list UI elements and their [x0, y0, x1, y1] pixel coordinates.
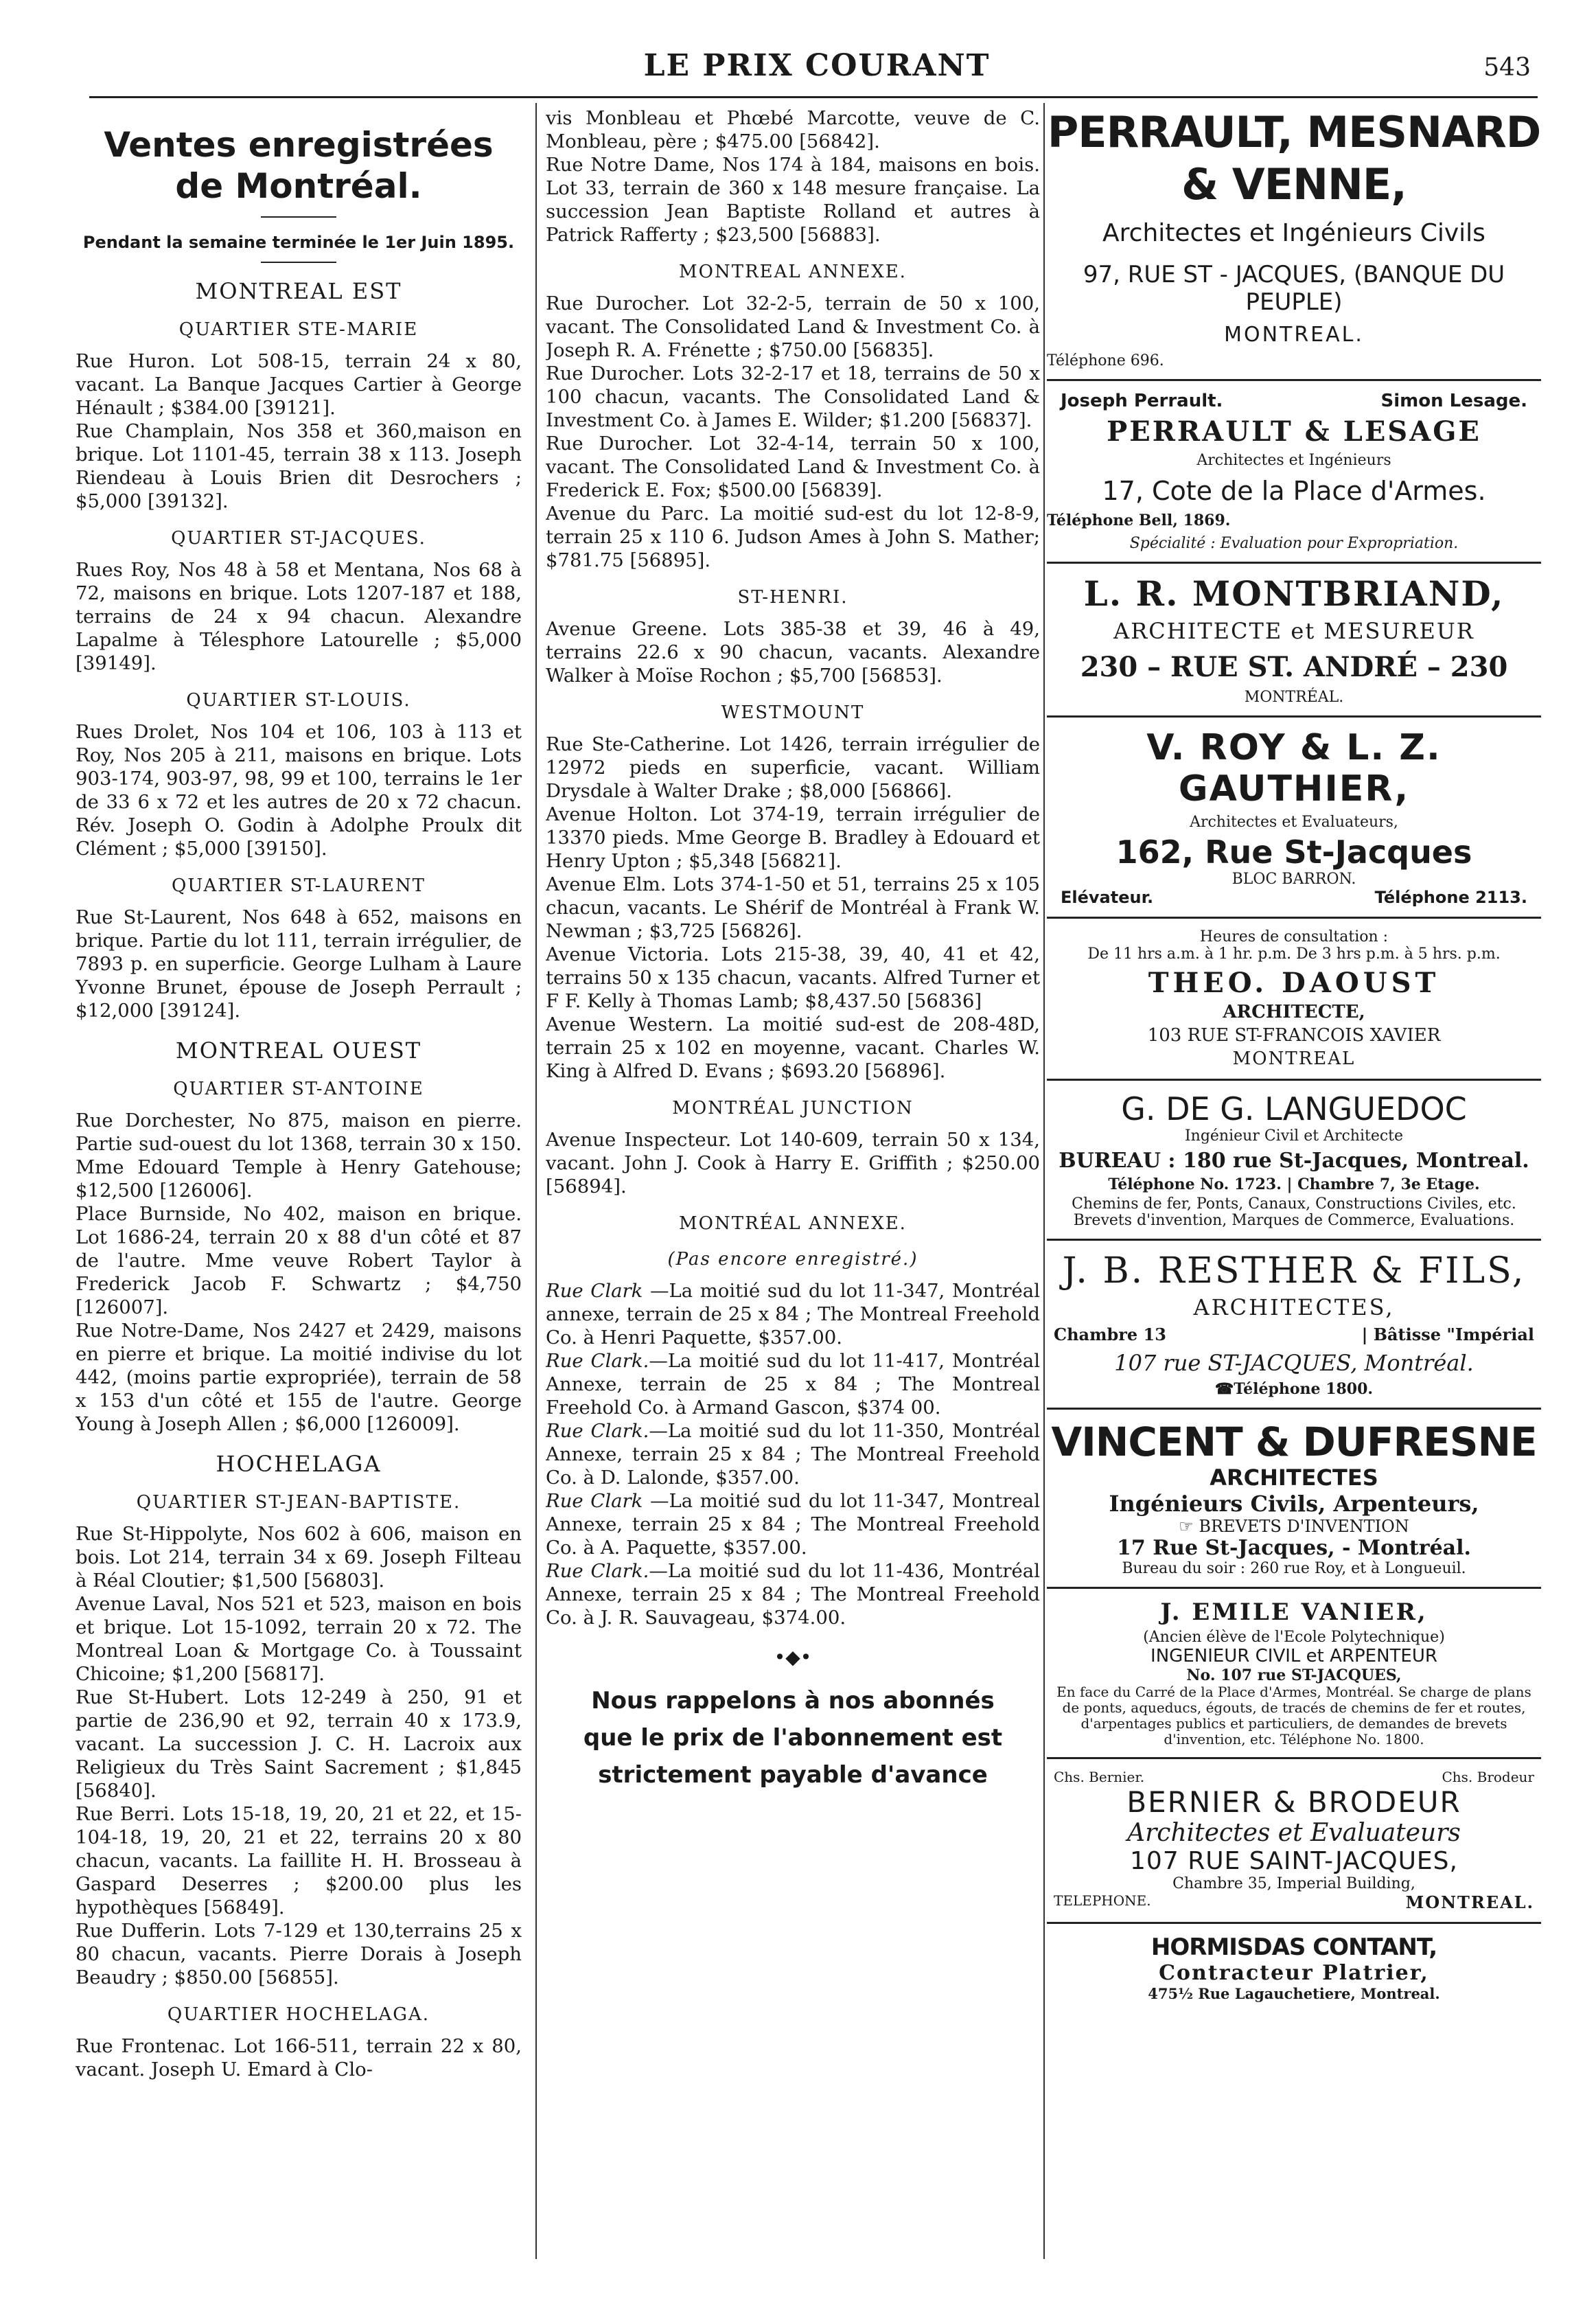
- ward-heading: QUARTIER HOCHELAGA.: [167, 2004, 430, 2025]
- ad-city: MONTREAL: [1232, 1048, 1356, 1069]
- ad-hours: De 11 hrs a.m. à 1 hr. p.m. De 3 hrs p.m. à 5 hrs. p.m.: [1087, 945, 1501, 963]
- ad-subtitle-2: Ingénieurs Civils, Arpenteurs,: [1109, 1491, 1479, 1517]
- journal-title: LE PRIX COURANT: [643, 48, 991, 83]
- ad-telephone: Téléphone Bell, 1869.: [1047, 512, 1231, 529]
- ad-room: Chambre 13: [1054, 1324, 1166, 1344]
- ward-heading: WESTMOUNT: [721, 702, 865, 723]
- unregistered-note: (Pas encore enregistré.): [667, 1249, 918, 1270]
- ad-telephone: Téléphone 2113.: [1374, 888, 1527, 907]
- ad-montbriand: [1047, 573, 1541, 706]
- ad-divider: [1047, 1239, 1541, 1241]
- sale-entry: Avenue Laval, Nos 521 et 523, maison en bois et brique. Lot 15-1092, terrain 20 x 72. The Montreal Loan & Mortgage Co. à Toussaint Chicoine; $1,200 [56817].: [76, 1593, 522, 1685]
- column-2: [546, 106, 1040, 2262]
- sale-text: —La moitié sud du lot 11-347, Montréal annexe, terrain de 25 x 84 ; The Montreal Freehold Co. à Henri Paquette, $357.00.: [546, 1280, 1040, 1349]
- page-number: 543: [1483, 54, 1531, 82]
- ad-city: MONTRÉAL.: [1244, 689, 1344, 706]
- partner-name: Chs. Brodeur: [1442, 1769, 1534, 1785]
- period-line: Pendant la semaine terminée le 1er Juin 1895.: [82, 233, 515, 252]
- sale-text: —La moitié sud du lot 11-436, Montréal Annexe, terrain 25 x 84 ; The Montreal Freehold Co. à J. R. Sauvageau, $374.00.: [546, 1560, 1040, 1629]
- street-name: Rue Clark: [546, 1280, 643, 1302]
- ad-contant: [1047, 1934, 1541, 2002]
- ad-divider: [1047, 379, 1541, 381]
- ad-partners: [1047, 1769, 1541, 1785]
- ad-address: 17 Rue St-Jacques, - Montréal.: [1117, 1536, 1471, 1560]
- ad-building: [1047, 1324, 1541, 1344]
- sale-entry: [546, 1559, 1040, 1629]
- column-divider: [1043, 103, 1045, 2259]
- sale-text: —La moitié sud du lot 11-347, Montreal Annexe, terrain 25 x 84 ; The Montreal Freehold Co. à A. Paquette, $357.00.: [546, 1490, 1040, 1559]
- district-heading: MONTREAL EST: [195, 278, 402, 304]
- column-divider: [535, 103, 537, 2259]
- ad-roy-gauthier: [1047, 727, 1541, 907]
- ad-firm-name: J. EMILE VANIER,: [1160, 1598, 1428, 1626]
- ward-heading: ST-HENRI.: [737, 587, 848, 608]
- street-name: Rue Clark.: [546, 1350, 649, 1372]
- ward-heading: QUARTIER STE-MARIE: [178, 319, 419, 340]
- sale-entry: Rue Ste-Catherine. Lot 1426, terrain irrégulier de 12972 pieds en superficie, vacant. William Drysdale à Walter Drake ; $8,000 [56866].: [546, 733, 1040, 802]
- ad-telephone: TELEPHONE.: [1054, 1892, 1151, 1909]
- notice-line: que le prix de l'abonnement est: [583, 1724, 1003, 1752]
- ward-heading: QUARTIER ST-LAURENT: [172, 875, 426, 896]
- ad-bernier-brodeur: [1047, 1769, 1541, 1912]
- sale-entry: Avenue Elm. Lots 374-1-50 et 51, terrains 25 x 105 chacun, vacants. Le Shérif de Montréal à Frank W. Newman ; $3,725 [56826].: [546, 873, 1040, 942]
- ad-firm-name: BERNIER & BRODEUR: [1126, 1785, 1461, 1819]
- ad-perrault-lesage: [1047, 391, 1541, 552]
- partner-name: Simon Lesage.: [1380, 391, 1527, 411]
- ward-heading: MONTRÉAL ANNEXE.: [679, 1213, 907, 1234]
- ward-heading: QUARTIER ST-JACQUES.: [171, 528, 426, 549]
- ad-address: 17, Cote de la Place d'Armes.: [1102, 476, 1486, 506]
- ad-subtitle: ARCHITECTES,: [1193, 1294, 1395, 1320]
- ad-elevator: Elévateur.: [1061, 888, 1154, 907]
- ad-divider: [1047, 715, 1541, 718]
- advertisements-column: [1047, 106, 1541, 2262]
- ad-firm-name: J. B. RESTHER & FILS,: [1062, 1250, 1526, 1292]
- sale-entry: Rue Huron. Lot 508-15, terrain 24 x 80, vacant. La Banque Jacques Cartier à George Hénault ; $384.00 [39121].: [76, 350, 522, 419]
- ad-firm-name: HORMISDAS CONTANT,: [1150, 1934, 1437, 1961]
- ad-description: Chemins de fer, Ponts, Canaux, Constructions Civiles, etc. Brevets d'invention, Marques de Commerce, Evaluations.: [1072, 1195, 1516, 1229]
- sale-entry: Rue Durocher. Lots 32-2-17 et 18, terrains de 50 x 100 chacun, vacants. The Consolidated Land & Investment Co. à James E. Wilder; $1.200 [56837].: [546, 363, 1040, 431]
- ad-subtitle: ARCHITECTE et MESUREUR: [1113, 618, 1474, 644]
- sale-entry: Rue Notre Dame, Nos 174 à 184, maisons en bois. Lot 33, terrain de 360 x 148 mesure française. La succession Jean Baptiste Rolland et autres à Patrick Rafferty ; $23,500 [56883].: [546, 154, 1040, 246]
- notice-line: strictement payable d'avance: [598, 1761, 988, 1789]
- sale-entry: Avenue Greene. Lots 385-38 et 39, 46 à 49, terrains 22.6 x 90 chacun, vacants. Alexandre Walker à Moïse Rochon ; $5,700 [56853].: [546, 618, 1040, 687]
- sale-entry: Rues Roy, Nos 48 à 58 et Mentana, Nos 68 à 72, maisons en brique. Lots 1207-187 et 188, terrains de 24 x 94 chacun. Alexandre Lapalme à Télesphore Latourelle ; $5,000 [39149].: [76, 559, 522, 674]
- ad-address: 97, RUE ST - JACQUES, (BANQUE DU PEUPLE): [1083, 261, 1505, 316]
- sale-entry: Avenue Holton. Lot 374-19, terrain irrégulier de 13370 pieds. Mme George B. Bradley à Edouard et Henry Upton ; $5,348 [56821].: [546, 803, 1040, 872]
- ad-hours-label: Heures de consultation :: [1199, 928, 1389, 945]
- sale-entry: Rue Dufferin. Lots 7-129 et 130,terrains 25 x 80 chacun, vacants. Pierre Dorais à Joseph Beaudry ; $850.00 [56855].: [76, 1920, 522, 1988]
- ad-building: Chambre 35, Imperial Building,: [1172, 1875, 1415, 1892]
- sale-entry: Place Burnside, No 402, maison en brique. Lot 1686-24, terrain 20 x 88 d'un côté et 87 de l'autre. Mme veuve Robert Taylor à Frederick Jacob F. Schwartz ; $4,750 [126007].: [76, 1203, 522, 1318]
- sale-entry: Rue St-Hippolyte, Nos 602 à 606, maison en bois. Lot 214, terrain 34 x 69. Joseph Filteau à Réal Cloutier; $1,500 [56803].: [76, 1523, 522, 1592]
- ad-address: 162, Rue St-Jacques: [1115, 834, 1472, 871]
- page-header: [103, 41, 1531, 96]
- sale-entry: Rue Champlain, Nos 358 et 360,maison en brique. Lot 1101-45, terrain 38 x 113. Joseph Riendeau à Louis Brien dit Desrochers ; $5,000 [39132].: [76, 420, 522, 512]
- column-1: [76, 106, 522, 2262]
- sale-entry: Rue St-Hubert. Lots 12-249 à 250, 91 et partie de 236,90 et 92, terrain 40 x 173.9, vacant. La succession J. C. H. Lacroix aux Religieux du Très Saint Sacrement ; $1,845 [56840].: [76, 1686, 522, 1802]
- sale-entry: Avenue Western. La moitié sud-est de 208-48D, terrain 25 x 102 en moyenne, vacant. Charles W. King à Alfred D. Evans ; $693.20 [56896].: [546, 1013, 1040, 1082]
- ad-footer: [1047, 1892, 1541, 1912]
- sale-entry: vis Monbleau et Phœbé Marcotte, veuve de C. Monbleau, père ; $475.00 [56842].: [546, 107, 1040, 152]
- ad-description: En face du Carré de la Place d'Armes, Montréal. Se charge de plans de ponts, aqueducs, égouts, de tracés de chemins de fer et routes, d'arpentages publics et particuliers, de demandes de brevets d'invention, etc. Téléphone No. 1800.: [1056, 1684, 1531, 1747]
- street-name: Rue Clark.: [546, 1560, 649, 1582]
- ad-building: BLOC BARRON.: [1231, 871, 1356, 888]
- ad-address: 475½ Rue Lagauchetiere, Montreal.: [1148, 1985, 1440, 2002]
- sale-entry: Rue Durocher. Lot 32-4-14, terrain 50 x 100, vacant. The Consolidated Land & Investment Co. à Frederick E. Fox; $500.00 [56839].: [546, 433, 1040, 501]
- sale-entry: Avenue du Parc. La moitié sud-est du lot 12-8-9, terrain 25 x 110 6. Judson Ames à John S. Mather; $781.75 [56895].: [546, 503, 1040, 571]
- ad-languedoc: [1047, 1090, 1541, 1229]
- ward-heading: MONTREAL ANNEXE.: [679, 262, 907, 282]
- divider: [261, 262, 336, 263]
- sale-entry: Rue Dorchester, No 875, maison en pierre. Partie sud-ouest du lot 1368, terrain 30 x 150. Mme Edouard Temple à Henry Gatehouse; $12,500 [126006].: [76, 1110, 522, 1202]
- sale-entry: [546, 1419, 1040, 1489]
- sale-entry: Rues Drolet, Nos 104 et 106, 103 à 113 et Roy, Nos 205 à 211, maisons en brique. Lots 903-174, 903-97, 98, 99 et 100, terrains le 1er de 33 6 x 72 et les autres de 20 x 72 chacun. Rév. Joseph O. Godin à Adolphe Proulx dit Clément ; $5,000 [39150].: [76, 721, 522, 860]
- ad-city: MONTREAL.: [1405, 1892, 1534, 1912]
- sale-entry: Avenue Victoria. Lots 215-38, 39, 40, 41 et 42, terrains 50 x 135 chacun, vacants. Alfred Turner et F F. Kelly à Thomas Lamb; $8,437.50 [56836]: [546, 943, 1040, 1012]
- ad-firm-name: VINCENT & DUFRESNE: [1051, 1419, 1537, 1465]
- header-rule: [89, 96, 1538, 98]
- ad-daoust: [1047, 928, 1541, 1069]
- sale-entry: [546, 1489, 1040, 1559]
- ad-evening-office: Bureau du soir : 260 rue Roy, et à Longueuil.: [1122, 1560, 1466, 1577]
- ward-heading: QUARTIER ST-LOUIS.: [186, 690, 411, 711]
- ad-subtitle: Architectes et Evaluateurs,: [1190, 814, 1398, 831]
- sale-entry: Rue Notre-Dame, Nos 2427 et 2429, maisons en pierre et brique. La moitié indivise du lot 442, (moins partie expropriée), terrain de 58 x 153 d'un côté et 155 de l'autre. George Young à Joseph Allen ; $6,000 [126009].: [76, 1320, 522, 1435]
- ad-partners: [1047, 391, 1541, 411]
- ad-resther: [1047, 1250, 1541, 1398]
- ad-subtitle: Architectes et Evaluateurs: [1127, 1819, 1461, 1847]
- ad-firm-name: THEO. DAOUST: [1148, 967, 1440, 999]
- ward-heading: QUARTIER ST-JEAN-BAPTISTE.: [136, 1492, 461, 1513]
- street-name: Rue Clark.: [546, 1420, 649, 1442]
- ad-address: No. 107 rue ST-JACQUES,: [1186, 1666, 1402, 1684]
- sale-entry: Avenue Inspecteur. Lot 140-609, terrain 50 x 134, vacant. John J. Cook à Harry E. Griffith ; $250.00 [56894].: [546, 1129, 1040, 1197]
- ad-address: 107 rue ST-JACQUES, Montréal.: [1114, 1350, 1474, 1376]
- ad-perrault-mesnard-venne: [1047, 106, 1541, 369]
- district-heading: HOCHELAGA: [216, 1451, 382, 1477]
- ad-subtitle: Contracteur Platrier,: [1159, 1961, 1429, 1985]
- ad-subtitle: ARCHITECTES: [1210, 1465, 1378, 1491]
- ad-address: 107 RUE SAINT-JACQUES,: [1130, 1847, 1458, 1875]
- ornament-divider: •◆•: [774, 1646, 812, 1668]
- ward-heading: QUARTIER ST-ANTOINE: [173, 1079, 424, 1099]
- district-heading: MONTREAL OUEST: [175, 1037, 422, 1064]
- notice-line: Nous rappelons à nos abonnés: [591, 1687, 995, 1715]
- ad-divider: [1047, 1757, 1541, 1759]
- ad-divider: [1047, 1922, 1541, 1924]
- ad-address: 230 – RUE ST. ANDRÉ – 230: [1080, 651, 1508, 683]
- ad-firm-name: PERRAULT, MESNARD & VENNE,: [1047, 107, 1541, 209]
- ad-patents: ☞ BREVETS D'INVENTION: [1179, 1517, 1409, 1536]
- ad-telephone: Téléphone No. 1723. | Chambre 7, 3e Etage.: [1108, 1176, 1480, 1193]
- ad-building-name: | Bâtisse "Impérial: [1361, 1324, 1534, 1344]
- ward-heading: MONTRÉAL JUNCTION: [672, 1098, 914, 1119]
- sale-entry: Rue St-Laurent, Nos 648 à 652, maisons en brique. Partie du lot 111, terrain irrégulier, de 7893 p. en superficie. George Lulham à Laure Yvonne Brunet, épouse de Joseph Perrault ; $12,000 [39124].: [76, 906, 522, 1022]
- ad-note: (Ancien élève de l'Ecole Polytechnique): [1143, 1629, 1445, 1646]
- divider: [261, 216, 336, 218]
- ad-specialty: Spécialité : Evaluation pour Expropriation.: [1129, 535, 1459, 552]
- ad-city: MONTREAL.: [1224, 323, 1364, 347]
- subscription-notice: [546, 1682, 1040, 1793]
- ad-telephone: ☎Téléphone 1800.: [1214, 1380, 1374, 1398]
- ad-vanier: [1047, 1598, 1541, 1747]
- sale-entry: Rue Berri. Lots 15-18, 19, 20, 21 et 22, et 15-104-18, 19, 20, 21 et 22, terrains 20 x 80 chacun, vacants. La faillite H. H. Brosseau à Gaspard Deserres ; $200.00 plus les hypothèques [56849].: [76, 1803, 522, 1918]
- ad-divider: [1047, 562, 1541, 564]
- ad-divider: [1047, 1408, 1541, 1410]
- ad-subtitle: Ingénieur Civil et Architecte: [1184, 1127, 1404, 1145]
- ad-vincent-dufresne: [1047, 1419, 1541, 1577]
- ad-footer: [1047, 888, 1541, 907]
- section-heading: Ventes enregistrées de Montréal.: [104, 125, 494, 206]
- ad-divider: [1047, 917, 1541, 919]
- ad-firm-name: L. R. MONTBRIAND,: [1083, 573, 1505, 614]
- sale-text: —La moitié sud du lot 11-417, Montréal Annexe, terrain de 25 x 84 ; The Montreal Freehold Co. à Armand Gascon, $374 00.: [546, 1350, 1040, 1419]
- sale-entry: [546, 1279, 1040, 1349]
- ad-address: BUREAU : 180 rue St-Jacques, Montreal.: [1059, 1149, 1529, 1173]
- ad-telephone: Téléphone 696.: [1047, 352, 1164, 369]
- ad-firm-name: PERRAULT & LESAGE: [1107, 415, 1481, 448]
- ad-divider: [1047, 1587, 1541, 1589]
- partner-name: Joseph Perrault.: [1061, 391, 1223, 411]
- partner-name: Chs. Bernier.: [1054, 1769, 1145, 1785]
- sale-entry: Rue Durocher. Lot 32-2-5, terrain de 50 x 100, vacant. The Consolidated Land & Investment Co. à Joseph R. A. Frénette ; $750.00 [56835].: [546, 293, 1040, 361]
- ad-subtitle: Architectes et Ingénieurs Civils: [1102, 219, 1485, 247]
- sale-entry: Rue Frontenac. Lot 166-511, terrain 22 x 80, vacant. Joseph U. Emard à Clo-: [76, 2035, 522, 2080]
- sale-text: —La moitié sud du lot 11-350, Montréal Annexe, terrain 25 x 84 ; The Montreal Freehold Co. à D. Lalonde, $357.00.: [546, 1420, 1040, 1489]
- ad-subtitle: ARCHITECTE,: [1223, 1002, 1365, 1022]
- ad-firm-name: V. ROY & L. Z. GAUTHIER,: [1146, 727, 1442, 810]
- ad-firm-name: G. DE G. LANGUEDOC: [1121, 1090, 1467, 1127]
- ad-subtitle: Architectes et Ingénieurs: [1196, 452, 1391, 469]
- sale-entry: [546, 1349, 1040, 1419]
- ad-divider: [1047, 1079, 1541, 1081]
- ad-subtitle: INGENIEUR CIVIL et ARPENTEUR: [1150, 1646, 1437, 1666]
- street-name: Rue Clark: [546, 1490, 643, 1512]
- ad-address: 103 RUE ST-FRANCOIS XAVIER: [1147, 1025, 1441, 1046]
